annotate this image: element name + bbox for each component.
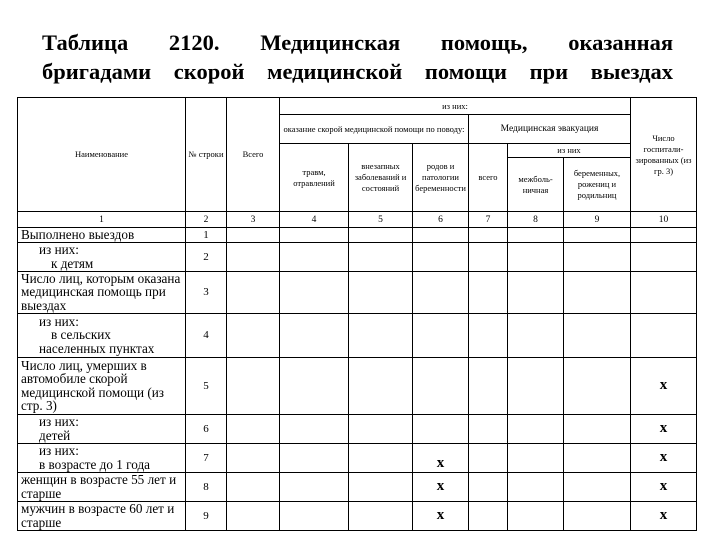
col-number: 6 [413, 212, 469, 228]
row-label [18, 228, 186, 243]
data-cell[interactable] [413, 271, 469, 313]
data-cell[interactable] [349, 443, 413, 472]
row-label [18, 501, 186, 530]
table-row [18, 357, 697, 414]
table-row [18, 313, 697, 357]
header-evac-group: Медицинская эвакуация [469, 115, 631, 144]
header-of-them: из них: [280, 98, 631, 115]
data-cell[interactable] [280, 414, 349, 443]
data-cell[interactable] [349, 228, 413, 243]
row-label-line: детей [39, 427, 71, 443]
row-label-line: Число лиц, умерших в автомобиле скорой медицинской помощи (из стр. 3) [21, 357, 165, 413]
data-cell[interactable] [508, 228, 564, 243]
header-total: Всего [227, 98, 280, 212]
data-cell[interactable] [469, 472, 508, 501]
data-cell[interactable] [631, 313, 697, 357]
data-cell[interactable] [413, 228, 469, 243]
row-label [18, 443, 186, 472]
data-cell[interactable] [413, 313, 469, 357]
col-number: 10 [631, 212, 697, 228]
not-applicable-mark: x [631, 472, 697, 501]
data-cell[interactable] [227, 228, 280, 243]
data-cell[interactable] [349, 357, 413, 414]
data-cell[interactable] [469, 414, 508, 443]
header-evac-total: всего [469, 144, 508, 212]
data-cell[interactable] [413, 357, 469, 414]
row-label [18, 313, 186, 357]
col-number: 2 [186, 212, 227, 228]
data-cell[interactable] [469, 443, 508, 472]
title-line-1: Таблица 2120. Медицинская помощь, оказанная [42, 30, 673, 55]
header-births: родов и патологии беременности [413, 144, 469, 212]
row-number: 5 [186, 357, 227, 414]
medical-care-table [17, 97, 697, 531]
data-cell[interactable] [349, 271, 413, 313]
data-cell[interactable] [508, 242, 564, 271]
row-label-line: населенных пунктах [39, 340, 155, 356]
not-applicable-mark: x [631, 443, 697, 472]
data-cell[interactable] [564, 228, 631, 243]
data-cell[interactable] [280, 228, 349, 243]
data-cell[interactable] [564, 501, 631, 530]
row-label-line: из них: [39, 242, 79, 257]
data-cell[interactable] [564, 472, 631, 501]
data-cell[interactable] [508, 313, 564, 357]
row-number: 8 [186, 472, 227, 501]
row-label-line: из них: [39, 414, 79, 429]
col-number: 4 [280, 212, 349, 228]
data-cell[interactable] [564, 313, 631, 357]
data-cell[interactable] [631, 228, 697, 243]
data-cell[interactable] [469, 242, 508, 271]
data-cell[interactable] [227, 313, 280, 357]
row-label-line: в сельских [51, 327, 111, 343]
row-label [18, 242, 186, 271]
row-label-line: в возрасте до 1 года [39, 456, 151, 472]
row-number: 3 [186, 271, 227, 313]
data-cell[interactable] [508, 357, 564, 414]
data-cell[interactable] [469, 313, 508, 357]
not-applicable-mark: x [413, 472, 469, 501]
row-number: 2 [186, 242, 227, 271]
data-cell[interactable] [564, 357, 631, 414]
data-cell[interactable] [508, 472, 564, 501]
col-number: 8 [508, 212, 564, 228]
row-label-line: женщин в возрасте 55 лет и старше [21, 472, 177, 501]
header-evac-of-them: из них [508, 144, 631, 158]
row-number: 6 [186, 414, 227, 443]
row-label-line: из них: [39, 313, 79, 329]
table-row [18, 228, 697, 243]
data-cell[interactable] [508, 501, 564, 530]
data-cell[interactable] [349, 242, 413, 271]
row-label-line: Выполнено выездов [21, 227, 135, 242]
header-trauma: травм, отравлений [280, 144, 349, 212]
header-care-group: оказание скорой медицинской помощи по поводу: [280, 115, 469, 144]
data-cell[interactable] [469, 357, 508, 414]
data-cell[interactable] [349, 472, 413, 501]
data-cell[interactable] [227, 443, 280, 472]
col-number: 7 [469, 212, 508, 228]
table-row [18, 414, 697, 443]
header-sudden: внезапных заболеваний и состояний [349, 144, 413, 212]
data-cell[interactable] [280, 501, 349, 530]
table-row [18, 501, 697, 530]
data-cell[interactable] [227, 357, 280, 414]
not-applicable-mark: x [631, 357, 697, 414]
data-cell[interactable] [508, 271, 564, 313]
table-row [18, 271, 697, 313]
data-cell[interactable] [564, 414, 631, 443]
header-interhospital: межболь-ничная [508, 158, 564, 212]
data-cell[interactable] [280, 242, 349, 271]
col-number: 1 [18, 212, 186, 228]
row-number: 7 [186, 443, 227, 472]
data-cell[interactable] [227, 501, 280, 530]
header-hospitalized: Число госпитали-зированных (из гр. 3) [631, 98, 697, 212]
column-number-row [18, 212, 697, 228]
data-cell[interactable] [227, 414, 280, 443]
data-cell[interactable] [349, 313, 413, 357]
col-number: 9 [564, 212, 631, 228]
page-title [42, 28, 673, 86]
data-cell[interactable] [349, 501, 413, 530]
row-label-line: Число лиц, которым оказана медицинская помощь при выездах [21, 271, 181, 313]
data-cell[interactable] [469, 271, 508, 313]
data-cell[interactable] [469, 501, 508, 530]
data-cell[interactable] [631, 271, 697, 313]
data-cell[interactable] [631, 242, 697, 271]
row-number: 4 [186, 313, 227, 357]
row-label-line: к детям [51, 255, 94, 271]
col-number: 5 [349, 212, 413, 228]
row-label-line: из них: [39, 443, 79, 458]
header-row-no: № строки [186, 98, 227, 212]
data-cell[interactable] [227, 242, 280, 271]
data-cell[interactable] [349, 414, 413, 443]
data-cell[interactable] [280, 313, 349, 357]
table-row [18, 443, 697, 472]
title-line-2: бригадами скорой медицинской помощи при выездах [42, 59, 673, 84]
data-cell[interactable] [413, 414, 469, 443]
data-cell[interactable] [564, 443, 631, 472]
not-applicable-mark: x [413, 443, 469, 472]
data-cell[interactable] [508, 414, 564, 443]
data-cell[interactable] [280, 472, 349, 501]
header-pregnant: беременных, рожениц и родильниц [564, 158, 631, 212]
not-applicable-mark: x [413, 501, 469, 530]
row-number: 9 [186, 501, 227, 530]
row-number: 1 [186, 228, 227, 243]
not-applicable-mark: x [631, 501, 697, 530]
row-label [18, 472, 186, 501]
data-cell[interactable] [564, 242, 631, 271]
header-name: Наименование [18, 98, 186, 212]
row-label [18, 357, 186, 414]
data-cell[interactable] [469, 228, 508, 243]
data-cell[interactable] [413, 242, 469, 271]
table-row [18, 472, 697, 501]
data-cell[interactable] [280, 357, 349, 414]
row-label [18, 414, 186, 443]
col-number: 3 [227, 212, 280, 228]
data-cell[interactable] [564, 271, 631, 313]
not-applicable-mark: x [631, 414, 697, 443]
data-cell[interactable] [280, 443, 349, 472]
data-cell[interactable] [280, 271, 349, 313]
row-label [18, 271, 186, 313]
table-row [18, 242, 697, 271]
data-cell[interactable] [227, 472, 280, 501]
data-cell[interactable] [227, 271, 280, 313]
row-label-line: мужчин в возрасте 60 лет и старше [21, 501, 175, 530]
data-cell[interactable] [508, 443, 564, 472]
